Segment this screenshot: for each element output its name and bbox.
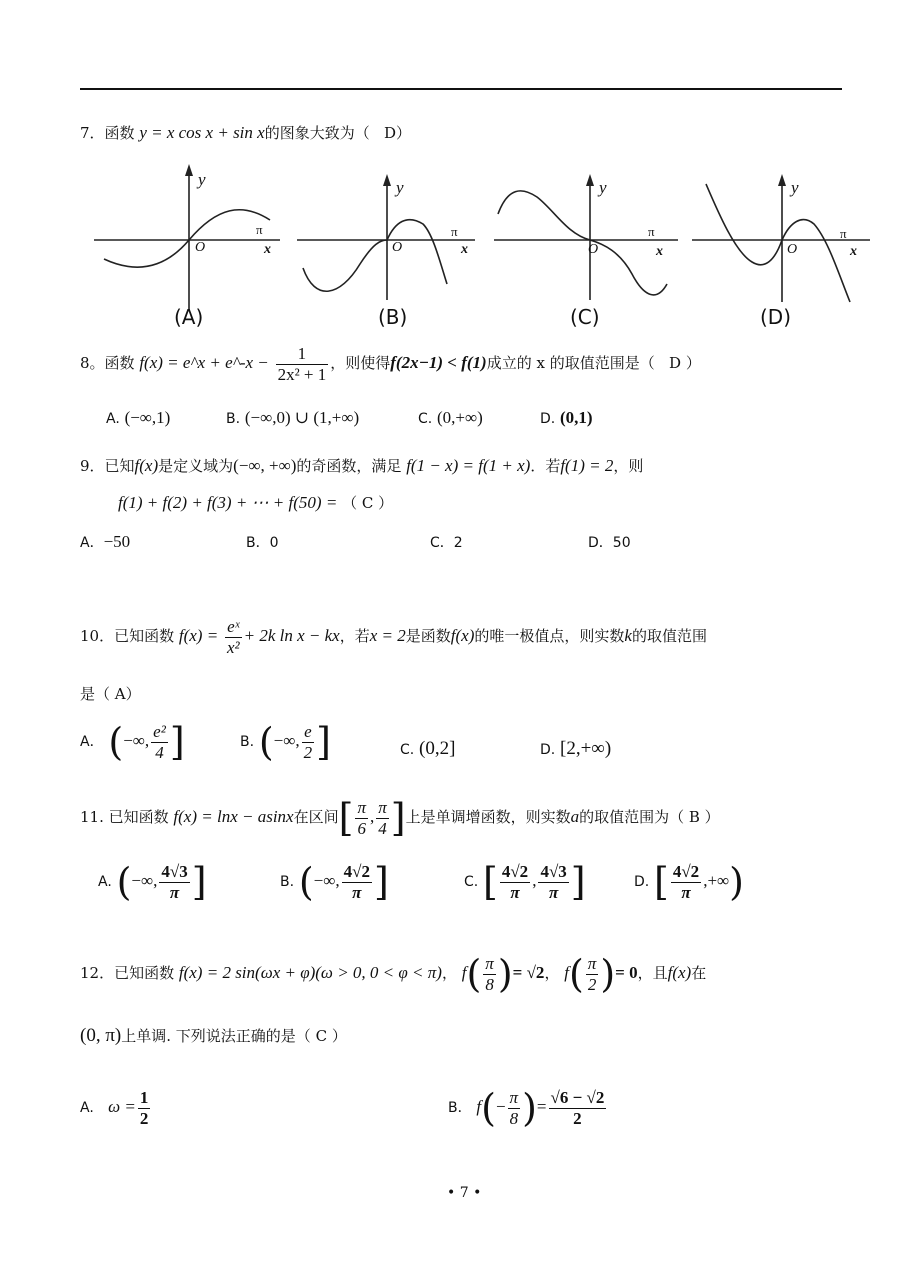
q10-option-c: C. (0,2] [400,738,456,759]
q10-fraction: $\frac{\text{eˣ}}{\text{x²}}$ [226,616,240,657]
q9-answer: （ C ） [342,494,394,512]
q11-option-c: C. [ $\frac{4√2}{\pi}$ , $\frac{4√3}{\pi}$ ] [464,860,586,905]
graph-b-pi: π [451,224,458,239]
q7-function: y = x cos x + sin x [139,123,265,142]
graph-d-caption: (D) [760,305,792,329]
graph-a-caption: (A) [174,305,204,329]
q8-inequality: f(2x−1) < f(1) [390,353,487,372]
q8-answer: D ） [669,354,701,372]
q12-stem: 12．已知函数 f(x) = 2 sin(ωx + φ)(ω > 0, 0 < φ < π)， f( $\frac{\pi}{8}$ )= √2， f( $\frac{\pi}{2}$ )= 0，且f(x)在 [80,952,707,996]
graph-d-x-label: x [850,244,857,259]
q8-option-a: A. (−∞,1) [106,408,171,427]
graph-b-caption: (B) [378,305,408,329]
q7-answer: D） [384,124,412,142]
q8-option-b: B. (−∞,0) ∪ (1,+∞) [226,408,360,427]
graph-d-origin: O [787,242,798,257]
q8-stem: 8。函数 f(x) = e^x + e^-x − $\frac{1}{\text{2x² + 1}}$ ，则使得f(2x−1) < f(1)成立的 x 的取值范围是（ D ） [80,343,701,384]
graph-b-x-label: x [461,242,468,257]
graph-panel-a [92,162,284,312]
q8-option-d: D. (0,1) [540,408,593,427]
graph-d-pi: π [840,226,847,241]
q11-answer: B ） [688,808,720,826]
q9-option-c: C．2 [430,535,463,551]
q9-option-d: D．50 [588,535,631,551]
q8-fraction: $\frac{1}{\text{2x² + 1}}$ [277,343,327,384]
q8-option-c: C. (0,+∞) [418,408,483,427]
q7-stem: 7．函数 y = x cos x + sin x的图象大致为（ D） [80,123,412,142]
q12-option-b: B． f(− $\frac{\pi}{8}$ )= $\frac{√6 - √2}{2}$ [448,1086,605,1130]
q11-option-a: A. (−∞, $\frac{4√3}{\pi}$ ] [98,860,207,905]
q11-stem: 11. 已知函数 f(x) = lnx − asinx在区间[ $\frac{\pi}{6}$ , $\frac{\pi}{4}$ ]上是单调增函数，则实数a的取值范围为（ B ） [80,796,720,840]
q9-stem: 9．已知f(x)是定义域为(−∞, +∞)的奇函数，满足 f(1 − x) = f(1 + x)．若f(1) = 2，则 [80,456,644,475]
graph-panel-d [690,172,874,307]
graph-d-y-label: y [791,178,799,197]
graph-c-pi: π [648,224,655,239]
graph-b-origin: O [392,240,403,255]
graph-a-origin: O [195,240,206,255]
graph-c-origin: O [588,242,599,257]
q9-sum: f(1) + f(2) + f(3) + ⋯ + f(50) = （ C ） [118,493,394,512]
graph-panel-c [492,172,682,302]
graph-a-x-label: x [264,242,271,257]
q9-option-b: B．0 [246,535,279,551]
q12-line2: (0, π)上单调. 下列说法正确的是（ C ） [80,1025,347,1046]
graph-c-y-label: y [599,178,607,197]
q11-option-d: D. [ $\frac{4√2}{\pi}$ ,+∞) [634,860,744,905]
q10-stem: 10．已知函数 f(x) = $\frac{\text{eˣ}}{\text{x²}}$ + 2k ln x − kx，若x = 2是函数f(x)的唯一极值点，则实数k的取值范围 [80,616,707,657]
graph-c-caption: (C) [570,305,600,329]
q12-answer: C ） [315,1027,347,1045]
q10-option-a: A． (−∞, $\frac{\text{e²}}{4}$ ] [80,720,185,765]
q8-function: f(x) = e^x + e^-x − [139,353,269,372]
graph-a-y-label: y [198,170,206,189]
graph-c-x-label: x [656,244,663,259]
header-rule [80,88,842,90]
q12-option-a: A. ω = $\frac{1}{2}$ [80,1087,149,1128]
q9-option-a: A．−50 [80,532,131,551]
graph-a-pi: π [256,222,263,237]
graph-b-y-label: y [396,178,404,197]
q11-option-b: B. (−∞, $\frac{4√2}{\pi}$ ] [280,860,389,905]
q10-line2: 是（ A） [80,685,141,703]
graph-panel-b [295,172,481,302]
q10-option-b: B. (−∞, $\frac{e}{2}$ ] [240,720,331,765]
page-number: • 7 • [447,1185,482,1201]
q10-option-d: D. [2,+∞) [540,738,612,759]
